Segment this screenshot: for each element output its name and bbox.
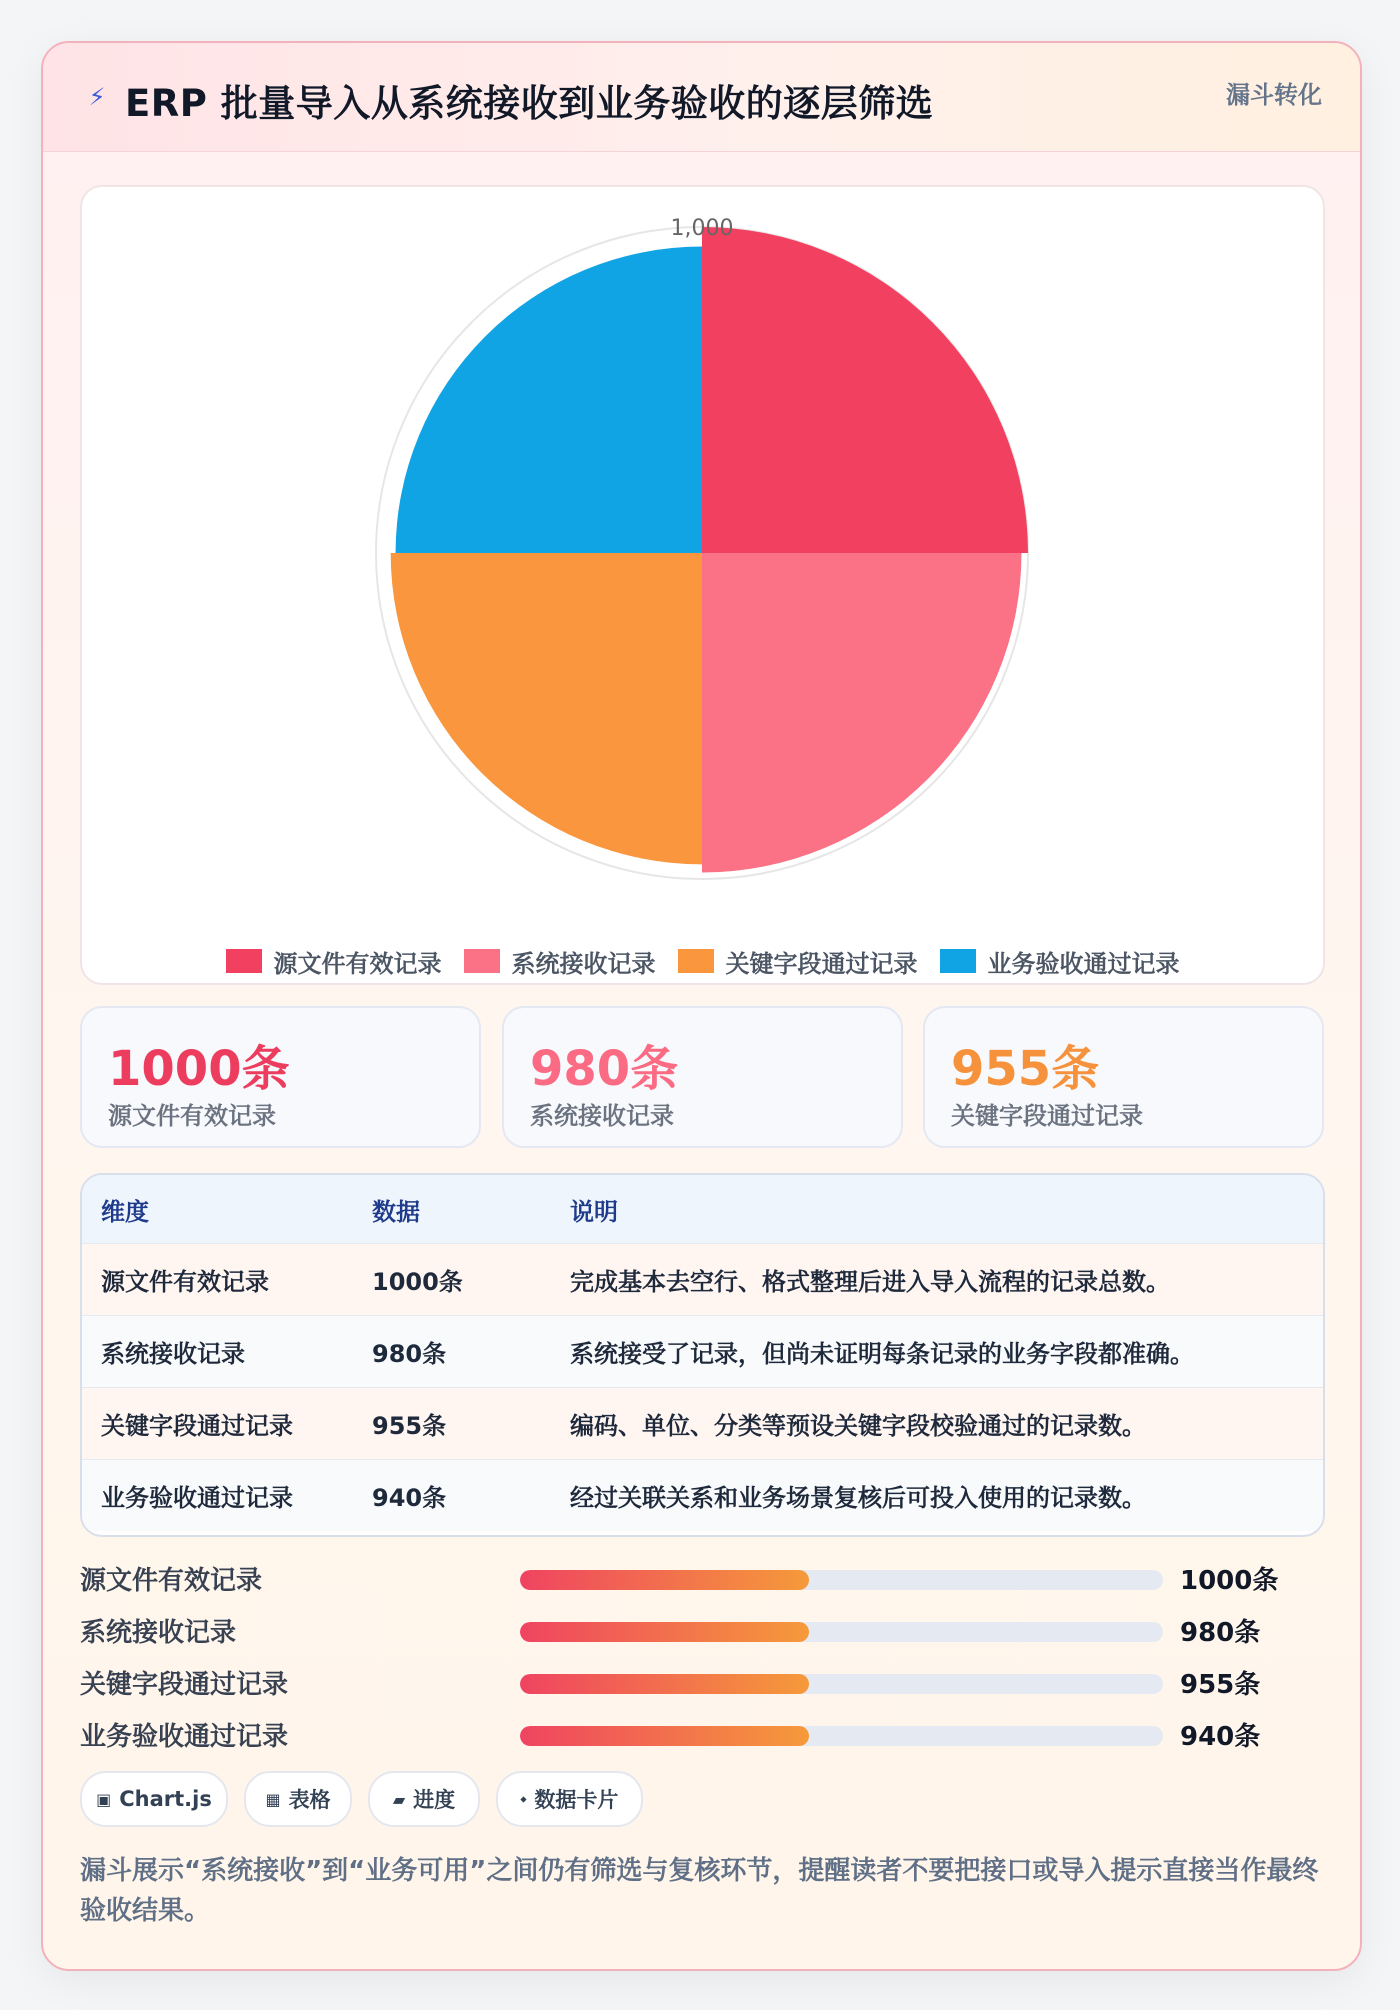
progress-icon: ▰	[392, 1789, 406, 1809]
table-cell-value: 940条	[372, 1484, 447, 1512]
legend-swatch	[226, 949, 262, 973]
chip-label: 进度	[413, 1788, 456, 1812]
page-title: ERP 批量导入从系统接收到业务验收的逐层筛选	[125, 82, 934, 125]
polar-area-chart	[82, 187, 1323, 937]
card-header	[43, 43, 1360, 152]
chip-label: 表格	[288, 1788, 331, 1812]
chart-type-tag: 漏斗转化	[1226, 81, 1322, 109]
table-cell-name: 业务验收通过记录	[101, 1484, 293, 1512]
legend-swatch	[940, 949, 976, 973]
legend-label: 业务验收通过记录	[987, 949, 1180, 978]
table-cell-value: 955条	[372, 1412, 447, 1440]
radial-tick-label: 1,000	[670, 216, 734, 241]
chart-legend	[82, 941, 1323, 981]
table-row	[82, 1315, 1323, 1387]
table-row	[82, 1243, 1323, 1315]
chip-table[interactable]	[244, 1771, 352, 1827]
progress-value: 1000条	[1180, 1566, 1279, 1596]
progress-value: 940条	[1180, 1722, 1261, 1752]
table-cell-name: 系统接收记录	[101, 1340, 245, 1368]
stat-card-source	[80, 1006, 481, 1148]
legend-item-4[interactable]	[940, 944, 1180, 979]
report-card	[41, 41, 1362, 1971]
stat-value: 980条	[530, 1041, 679, 1097]
stat-card-received	[502, 1006, 903, 1148]
progress-row	[80, 1558, 1321, 1598]
progress-label: 源文件有效记录	[80, 1566, 263, 1596]
polar-segment-1[interactable]	[702, 227, 1028, 553]
progress-row	[80, 1610, 1321, 1650]
progress-row	[80, 1662, 1321, 1702]
progress-label: 系统接收记录	[80, 1618, 237, 1648]
stat-label: 关键字段通过记录	[951, 1102, 1143, 1130]
footnote: 漏斗展示“系统接收”到“业务可用”之间仍有筛选与复核环节，提醒读者不要把接口或导入提示直接当作最终验收结果。	[80, 1856, 1319, 1926]
diamond-icon: ⬩	[520, 1789, 527, 1808]
progress-value: 980条	[1180, 1618, 1261, 1648]
legend-item-3[interactable]	[678, 944, 918, 979]
table-header-cell: 说明	[570, 1197, 618, 1226]
stat-value: 1000条	[108, 1041, 290, 1097]
legend-swatch	[464, 949, 500, 973]
legend-label: 源文件有效记录	[273, 949, 442, 978]
polar-segment-2[interactable]	[702, 553, 1021, 872]
progress-fill	[520, 1622, 809, 1642]
table-header-row	[82, 1175, 1323, 1245]
progress-track	[520, 1622, 1163, 1642]
chart-panel	[80, 185, 1325, 985]
stat-card-key-fields	[923, 1006, 1324, 1148]
legend-item-1[interactable]	[226, 944, 442, 979]
chip-label: 数据卡片	[534, 1788, 619, 1812]
chip-label: Chart.js	[119, 1787, 212, 1811]
polar-segment-4[interactable]	[396, 247, 702, 553]
progress-track	[520, 1726, 1163, 1746]
table-cell-desc: 编码、单位、分类等预设关键字段校验通过的记录数。	[570, 1412, 1146, 1440]
progress-fill	[520, 1570, 809, 1590]
progress-value: 955条	[1180, 1670, 1261, 1700]
table-header-cell: 数据	[372, 1197, 420, 1226]
progress-label: 业务验收通过记录	[80, 1722, 289, 1752]
progress-track	[520, 1674, 1163, 1694]
stat-label: 系统接收记录	[530, 1102, 674, 1130]
lightning-icon: ⚡︎	[88, 83, 106, 111]
table-icon: ▦	[265, 1789, 281, 1809]
table-cell-value: 1000条	[372, 1268, 463, 1296]
table-cell-desc: 经过关联关系和业务场景复核后可投入使用的记录数。	[570, 1484, 1146, 1512]
progress-track	[520, 1570, 1163, 1590]
progress-fill	[520, 1726, 809, 1746]
data-table	[80, 1173, 1325, 1537]
stat-label: 源文件有效记录	[108, 1102, 276, 1130]
table-cell-value: 980条	[372, 1340, 447, 1368]
table-cell-desc: 系统接受了记录，但尚未证明每条记录的业务字段都准确。	[570, 1340, 1194, 1368]
legend-swatch	[678, 949, 714, 973]
progress-fill	[520, 1674, 809, 1694]
progress-label: 关键字段通过记录	[80, 1670, 289, 1700]
table-row	[82, 1387, 1323, 1459]
legend-label: 系统接收记录	[511, 949, 656, 978]
chip-data-card[interactable]	[496, 1771, 643, 1827]
legend-label: 关键字段通过记录	[725, 949, 918, 978]
table-header-cell: 维度	[101, 1197, 149, 1226]
progress-row	[80, 1714, 1321, 1754]
legend-item-2[interactable]	[464, 944, 656, 979]
table-cell-name: 源文件有效记录	[101, 1268, 269, 1296]
polar-segment-3[interactable]	[391, 553, 702, 864]
table-row	[82, 1459, 1323, 1531]
stat-value: 955条	[951, 1041, 1100, 1097]
table-cell-desc: 完成基本去空行、格式整理后进入导入流程的记录总数。	[570, 1268, 1170, 1296]
chart-icon: ▣	[96, 1789, 112, 1809]
chip-progress[interactable]	[368, 1771, 480, 1827]
table-cell-name: 关键字段通过记录	[101, 1412, 293, 1440]
chip-chartjs[interactable]	[80, 1771, 228, 1827]
